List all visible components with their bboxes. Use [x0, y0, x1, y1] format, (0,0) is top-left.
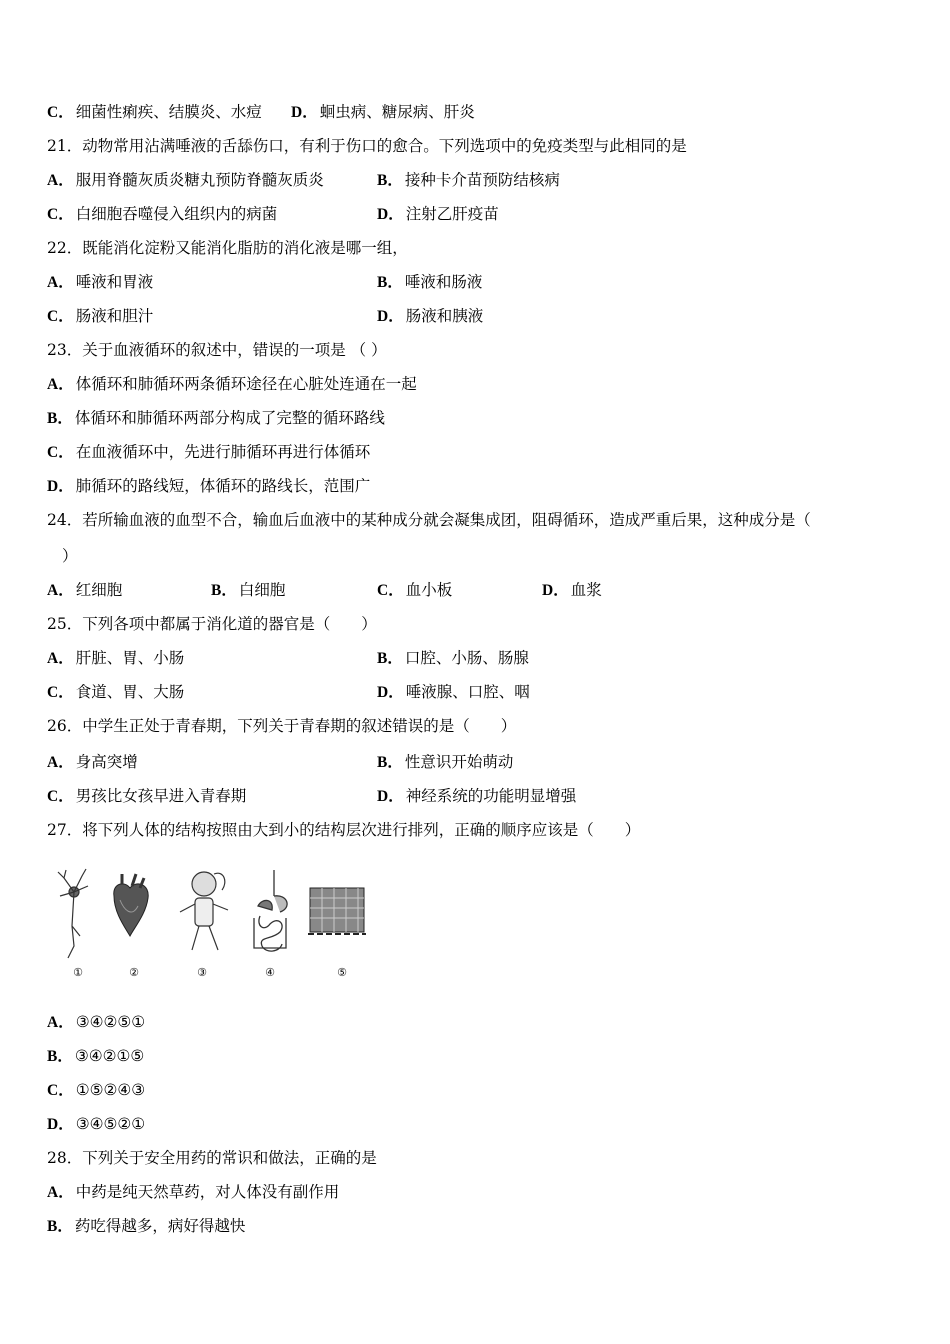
option: [377, 204, 499, 225]
text-line: [47, 1182, 339, 1203]
option: [377, 648, 529, 669]
option-letter: C．: [47, 444, 74, 461]
option-letter: A．: [47, 172, 74, 189]
option-letter: B．: [377, 274, 403, 291]
option-letter: D．: [377, 684, 404, 701]
question-stem: 21．动物常用沾满唾液的舌舔伤口，有利于伤口的愈合。下列选项中的免疫类型与此相同的是: [47, 137, 687, 155]
option-text: 男孩比女孩早进入青春期: [75, 787, 247, 805]
option-text: 唾液和胃液: [75, 273, 154, 291]
option: [47, 273, 153, 291]
option-letter: C．: [377, 582, 404, 599]
option-text: ③④②⑤①: [75, 1013, 146, 1031]
option-text: 唾液腺、口腔、咽: [405, 683, 530, 701]
option-text: 食道、胃、大肠: [75, 683, 185, 701]
option-letter: D．: [377, 308, 404, 325]
option: [47, 1183, 339, 1201]
text-line: [47, 170, 560, 191]
option-text: 血小板: [405, 581, 453, 599]
option: [47, 375, 417, 393]
option: [47, 307, 153, 325]
option: [377, 272, 482, 293]
option-text: 细菌性痢疾、结膜炎、水痘: [75, 103, 262, 121]
option-text: 注射乙肝疫苗: [405, 205, 499, 223]
option: [377, 306, 483, 327]
text-line: [47, 374, 417, 395]
question-stem: 23．关于血液循环的叙述中，错误的一项是 （ ）: [47, 341, 387, 359]
option: [47, 683, 184, 701]
question-stem: 24．若所输血液的血型不合，输血后血液中的某种成分就会凝集成团，阻碍循环，造成严重后果，这种成分是（: [47, 511, 811, 529]
option-letter: C．: [47, 104, 74, 121]
text-line: [47, 1148, 377, 1168]
option-letter: B．: [377, 172, 403, 189]
option-text: 体循环和肺循环两部分构成了完整的循环路线: [74, 409, 385, 427]
option: [47, 753, 138, 771]
question-stem: 22．既能消化淀粉又能消化脂肪的消化液是哪一组，: [47, 239, 408, 257]
option-text: 口腔、小肠、肠腺: [404, 649, 529, 667]
option-text: 肠液和胆汁: [75, 307, 154, 325]
option: [47, 477, 370, 495]
option-letter: B．: [211, 582, 237, 599]
option-letter: A．: [47, 376, 74, 393]
question-stem: 25．下列各项中都属于消化道的器官是（ ）: [47, 615, 377, 633]
option: [377, 682, 530, 703]
option: [377, 580, 452, 601]
question-stem: ）: [62, 547, 78, 565]
figure-label: ④: [265, 967, 275, 979]
option-letter: A．: [47, 650, 74, 667]
option-letter: C．: [47, 788, 74, 805]
option-letter: D．: [542, 582, 569, 599]
option-text: 肺循环的路线短，体循环的路线长，范围广: [75, 477, 371, 495]
option-letter: B．: [377, 650, 403, 667]
human-body-image: [180, 872, 228, 950]
option-letter: A．: [47, 754, 74, 771]
option-text: 血浆: [570, 581, 602, 599]
option-text: 在血液循环中，先进行肺循环再进行体循环: [75, 443, 371, 461]
option: [377, 786, 576, 807]
text-line: [47, 408, 385, 429]
option-text: 白细胞吞噬侵入组织内的病菌: [75, 205, 278, 223]
option-letter: A．: [47, 582, 74, 599]
text-line: [47, 752, 514, 773]
figure-label: ②: [129, 967, 139, 979]
text-line: [47, 1012, 145, 1033]
text-line: [47, 238, 408, 258]
text-line: [47, 1046, 144, 1067]
text-line: [47, 476, 370, 497]
text-line: [47, 102, 475, 123]
structure-figure-svg: [52, 866, 372, 984]
option-letter: D．: [377, 788, 404, 805]
neuron-image: [58, 869, 88, 958]
figure-labels: [73, 967, 347, 979]
option-letter: B．: [47, 1218, 73, 1235]
text-line: [47, 614, 377, 634]
option-letter: C．: [47, 308, 74, 325]
option-letter: A．: [47, 1014, 74, 1031]
text-line: [47, 510, 811, 530]
option: [47, 1013, 145, 1031]
option-text: 药吃得越多，病好得越快: [74, 1217, 246, 1235]
option-text: ③④②①⑤: [74, 1047, 145, 1065]
option-text: ①⑤②④③: [75, 1081, 146, 1099]
option-letter: A．: [47, 274, 74, 291]
option-text: 红细胞: [75, 581, 123, 599]
figure-label: ①: [73, 967, 83, 979]
text-line: [47, 442, 370, 463]
option-text: 肠液和胰液: [405, 307, 484, 325]
text-line: [62, 546, 78, 566]
option-text: 中药是纯天然草药，对人体没有副作用: [75, 1183, 340, 1201]
option: [47, 409, 385, 427]
question-stem: 26．中学生正处于青春期，下列关于青春期的叙述错误的是（ ）: [47, 717, 517, 735]
option: [291, 102, 475, 123]
structure-figure: [52, 866, 372, 984]
option-text: 神经系统的功能明显增强: [405, 787, 577, 805]
text-line: [47, 136, 687, 156]
text-line: [47, 1114, 145, 1135]
option: [377, 752, 513, 773]
option-letter: B．: [377, 754, 403, 771]
option-letter: B．: [47, 410, 73, 427]
option-text: 身高突增: [75, 753, 138, 771]
text-line: [47, 786, 577, 807]
question-stem: 27．将下列人体的结构按照由大到小的结构层次进行排列，正确的顺序应该是（ ）: [47, 821, 641, 839]
heart-image: [114, 874, 148, 936]
digestive-system-image: [254, 870, 287, 951]
option-letter: D．: [291, 104, 318, 121]
option: [47, 1081, 145, 1099]
option: [377, 170, 560, 191]
option: [47, 443, 370, 461]
option: [211, 580, 285, 601]
text-line: [47, 272, 483, 293]
text-line: [47, 820, 640, 840]
option-letter: D．: [377, 206, 404, 223]
text-line: [47, 1080, 145, 1101]
option-text: 服用脊髓灰质炎糖丸预防脊髓灰质炎: [75, 171, 324, 189]
option-text: 白细胞: [238, 581, 286, 599]
option: [47, 649, 184, 667]
option-letter: A．: [47, 1184, 74, 1201]
option: [47, 205, 277, 223]
option-text: ③④⑤②①: [75, 1115, 146, 1133]
text-line: [47, 1216, 245, 1237]
figure-label: ③: [197, 967, 207, 979]
option: [47, 171, 324, 189]
option: [47, 580, 122, 601]
text-line: [47, 716, 516, 736]
text-line: [47, 204, 499, 225]
option-text: 接种卡介苗预防结核病: [404, 171, 560, 189]
option-text: 性意识开始萌动: [404, 753, 514, 771]
option-letter: D．: [47, 1116, 74, 1133]
text-line: [47, 648, 529, 669]
text-line: [47, 306, 484, 327]
option-letter: C．: [47, 1082, 74, 1099]
text-line: [47, 682, 530, 703]
option-text: 蛔虫病、糖尿病、肝炎: [319, 103, 475, 121]
option-text: 体循环和肺循环两条循环途径在心脏处连通在一起: [75, 375, 417, 393]
tissue-image: [308, 888, 366, 934]
option-text: 肝脏、胃、小肠: [75, 649, 185, 667]
option: [47, 787, 246, 805]
option-letter: B．: [47, 1048, 73, 1065]
figure-label: ⑤: [337, 967, 347, 979]
option-text: 唾液和肠液: [404, 273, 483, 291]
option: [542, 580, 602, 601]
option: [47, 103, 262, 121]
option: [47, 1217, 245, 1235]
option: [47, 1115, 145, 1133]
option: [47, 1047, 144, 1065]
option-letter: D．: [47, 478, 74, 495]
option-letter: C．: [47, 684, 74, 701]
question-stem: 28．下列关于安全用药的常识和做法，正确的是: [47, 1149, 377, 1167]
option-letter: C．: [47, 206, 74, 223]
text-line: [47, 340, 387, 360]
